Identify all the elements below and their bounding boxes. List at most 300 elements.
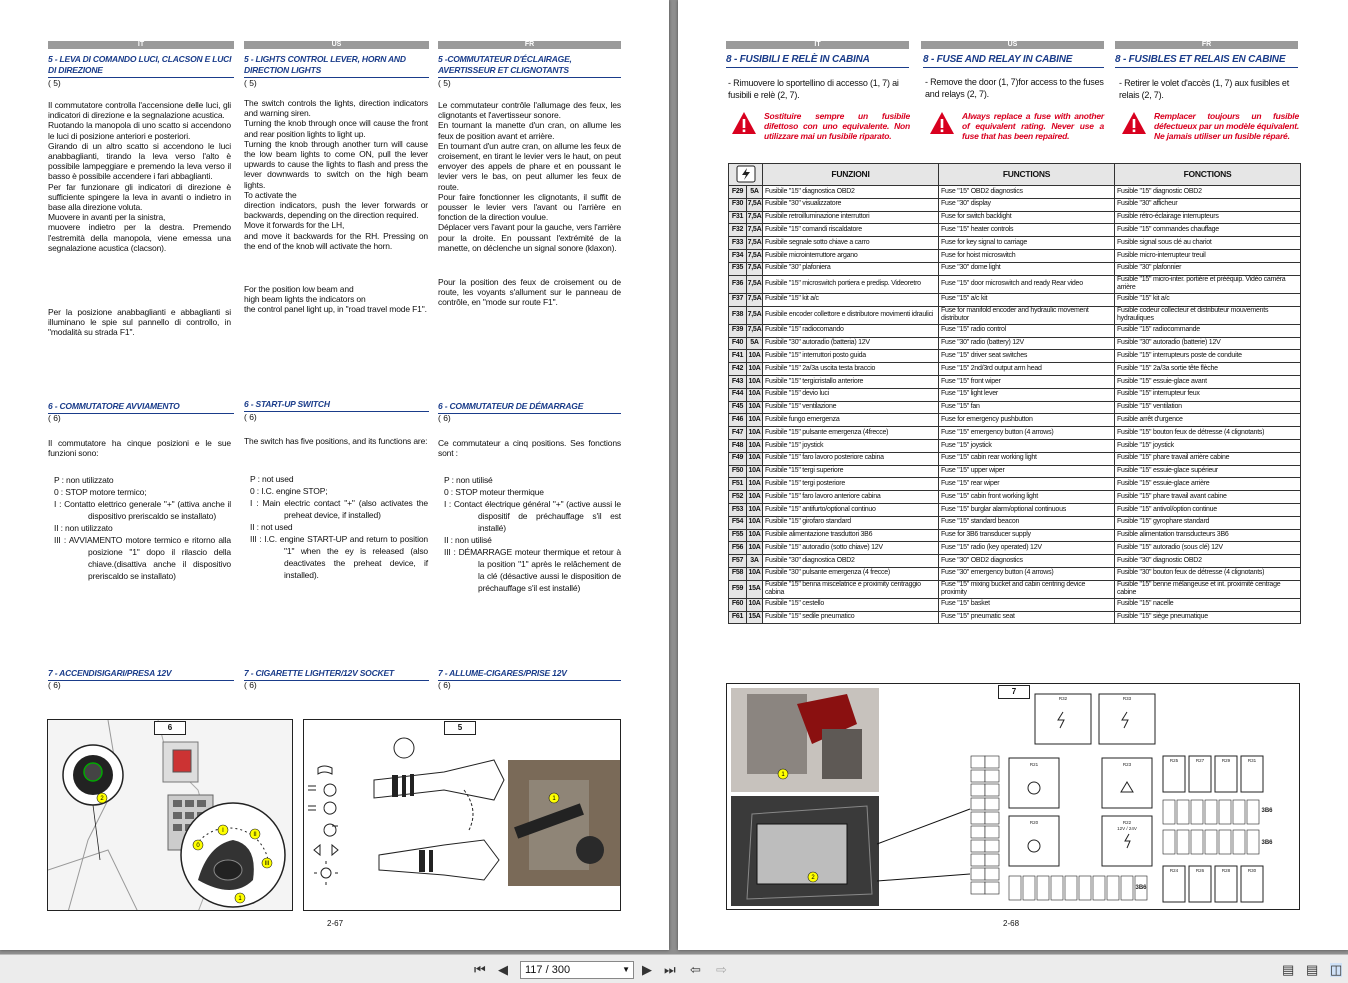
table-row	[729, 427, 1301, 440]
function-us: Fuse "15" driver seat switches	[939, 350, 1115, 363]
function-fr: Fusible rétro-éclairage interrupteurs	[1115, 211, 1301, 224]
function-it: Fusibile "15" ventilazione	[763, 401, 939, 414]
section-5-text2-us: For the position low beam and high beam lights the indicators on the control panel light up, in "road travel mode F1".	[244, 284, 427, 315]
fuse-rating: 7,5A	[747, 237, 763, 250]
warning-icon	[731, 111, 757, 135]
section-8-text-us: - Remove the door (1, 7)for access to the fuses and relays (2, 7).	[925, 77, 1104, 99]
table-row	[729, 363, 1301, 376]
fuse-rating: 3A	[747, 555, 763, 568]
fuse-rating: 10A	[747, 465, 763, 478]
fuse-column-header	[729, 164, 763, 186]
function-it: Fusibile "30" autoradio (batteria) 12V	[763, 337, 939, 350]
first-page-icon[interactable]: ⏮	[474, 962, 486, 977]
warning-text-us: Always replace a fuse with another of equivalent rating. Never use a fuse that has been repaired.	[962, 111, 1104, 141]
lang-bar-it: IT	[48, 41, 234, 49]
function-us: Fuse "15" front wiper	[939, 375, 1115, 388]
table-row	[729, 306, 1301, 324]
function-fr: Fusible "15" gyrophare standard	[1115, 516, 1301, 529]
list-item: I : Contact électrique général "+" (active aussi le dispositif de préchauffage s'il est installé)	[444, 499, 621, 533]
relay-label: R29	[1221, 758, 1231, 763]
fuse-rating: 7,5A	[747, 306, 763, 324]
fuse-rating: 7,5A	[747, 293, 763, 306]
function-fr: Fusible "15" essuie-glace arrière	[1115, 478, 1301, 491]
function-us: Fuse "15" fan	[939, 401, 1115, 414]
table-row	[729, 414, 1301, 427]
section-8-title-us: 8 - FUSE AND RELAY IN CABINE	[923, 53, 1104, 68]
table-row	[729, 198, 1301, 211]
fuse-rating: 5A	[747, 337, 763, 350]
function-fr: Fusible "15" essuie-glace supérieur	[1115, 465, 1301, 478]
table-row	[729, 293, 1301, 306]
fuse-id: F44	[729, 388, 747, 401]
fuse-id: F46	[729, 414, 747, 427]
function-fr: Fusible "15" joystick	[1115, 439, 1301, 452]
list-item: II : non utilizzato	[54, 523, 113, 533]
svg-text:I: I	[222, 828, 224, 834]
svg-text:2: 2	[100, 796, 104, 802]
continuous-view-icon[interactable]: ▤	[1306, 962, 1319, 977]
function-us: Fuse "15" rear wiper	[939, 478, 1115, 491]
table-row	[729, 237, 1301, 250]
fuse-rating: 10A	[747, 388, 763, 401]
table-row	[729, 542, 1301, 555]
lang-bar-us: US	[244, 41, 429, 49]
function-fr: Fusible arrêt d'urgence	[1115, 414, 1301, 427]
function-it: Fusibile fungo emergenza	[763, 414, 939, 427]
fuse-rating: 10A	[747, 350, 763, 363]
fuse-id: F40	[729, 337, 747, 350]
function-fr: Fusible signal sous clé au chariot	[1115, 237, 1301, 250]
table-row	[729, 275, 1301, 293]
fuse-id: F60	[729, 598, 747, 611]
fuse-rating: 7,5A	[747, 249, 763, 262]
function-us: Fuse "15" a/c kit	[939, 293, 1115, 306]
function-fr: Fusible micro-interrupteur treuil	[1115, 249, 1301, 262]
function-us: Fuse "15" mixing bucket and cabin centring device proximity	[939, 580, 1115, 598]
table-row	[729, 350, 1301, 363]
table-row	[729, 186, 1301, 199]
table-row	[729, 439, 1301, 452]
fuse-id: F50	[729, 465, 747, 478]
function-fr: Fusible "15" radiocommande	[1115, 324, 1301, 337]
function-it: Fusibile "30" pulsante emergenza (4 frecce)	[763, 567, 939, 580]
forward-view-icon[interactable]: ⇨	[716, 962, 727, 977]
table-row	[729, 249, 1301, 262]
fuse-rating: 7,5A	[747, 211, 763, 224]
fuse-rating: 10A	[747, 375, 763, 388]
svg-text:III: III	[264, 861, 270, 867]
function-us: Fuse "30" dome light	[939, 262, 1115, 275]
function-us: Fuse "15" burglar alarm/optional continuous	[939, 503, 1115, 516]
section-7-title-it: 7 - ACCENDISIGARI/PRESA 12V	[48, 668, 234, 681]
svg-text:1: 1	[238, 896, 242, 902]
fuse-id: F41	[729, 350, 747, 363]
function-it: Fusibile "15" autoradio (sotto chiave) 12V	[763, 542, 939, 555]
function-it: Fusibile "30" diagnostica OBD2	[763, 555, 939, 568]
section-5-text-it: Il commutatore controlla l'accensione delle luci, gli indicatori di direzione e la segnalazione acustica. Ruotando la manopola di uno scatto si accendono le luci di posizione anteriori e posteriori. Girando di un altro scatto si accendono le luci anabbaglianti, tirando la leva verso l'alto è possibile lampeggiare e premendo la leva verso il basso è possibile accendere i fari abbaglianti. Per far funzionare gli indicatori di direzione è sufficiente spingere la leva in avanti o indietro in base alla direzione voluta. Muovere in avanti per la sinistra, muovere indietro per la destra. Premendo l'estremità della manopola, viene emessa una segnalazione acustica (clacson).	[48, 100, 231, 253]
figure-ref: ( 6)	[48, 680, 61, 690]
fuse-id: F61	[729, 611, 747, 624]
section-5-title-fr: 5 -COMMUTATEUR D'ÉCLAIRAGE, AVERTISSEUR ET CLIGNOTANTS	[438, 54, 621, 78]
function-it: Fusibile microinterruttore argano	[763, 249, 939, 262]
table-row	[729, 478, 1301, 491]
function-it: Fusibile "15" diagnostica OBD2	[763, 186, 939, 199]
table-row	[729, 611, 1301, 624]
relay-label: R27	[1195, 758, 1205, 763]
function-it: Fusibile "15" tergicristallo anteriore	[763, 375, 939, 388]
fuse-rating: 10A	[747, 529, 763, 542]
function-it: Fusibile encoder collettore e distributore movimenti idraulici	[763, 306, 939, 324]
function-it: Fusibile "15" joystick	[763, 439, 939, 452]
svg-text:II: II	[253, 832, 257, 838]
function-it: Fusibile "30" plafoniera	[763, 262, 939, 275]
table-row	[729, 337, 1301, 350]
fuse-id: F53	[729, 503, 747, 516]
list-item: III : I.C. engine START-UP and return to position "1" when the ey is released (also deactivates the preheat device, if installed).	[250, 534, 428, 580]
single-page-view-icon[interactable]: ▤	[1282, 962, 1295, 977]
relay-label: R33	[1122, 696, 1132, 701]
list-item: II : non utilisé	[444, 535, 492, 545]
figure-number: 5	[444, 721, 476, 735]
list-item: II : not used	[250, 522, 293, 532]
list-item: 0 : I.C. engine STOP;	[250, 486, 328, 496]
fuse-id: F59	[729, 580, 747, 598]
table-row	[729, 452, 1301, 465]
figure-ref: ( 6)	[438, 680, 451, 690]
function-fr: Fusible "30" autoradio (batterie) 12V	[1115, 337, 1301, 350]
function-it: Fusibile "15" pulsante emergenza (4frecce)	[763, 427, 939, 440]
chevron-down-icon[interactable]: ▼	[622, 965, 630, 974]
function-us: Fuse "30" OBD2 diagnostics	[939, 555, 1115, 568]
svg-text:0: 0	[196, 843, 200, 849]
section-6-title-it: 6 - COMMUTATORE AVVIAMENTO	[48, 401, 234, 414]
list-item: I : Contatto elettrico generale "+" (attiva anche il dispositivo preriscaldo se installato)	[54, 499, 231, 521]
relay-label: R30	[1247, 868, 1257, 873]
next-page-icon[interactable]: ▶	[642, 962, 652, 977]
function-us: Fuse "30" display	[939, 198, 1115, 211]
fuse-id: F55	[729, 529, 747, 542]
fuse-id: F56	[729, 542, 747, 555]
table-row	[729, 598, 1301, 611]
section-8-title-fr: 8 - FUSIBLES ET RELAIS EN CABINE	[1115, 53, 1298, 68]
fuse-id: F34	[729, 249, 747, 262]
list-item: P : non utilizzato	[54, 475, 114, 485]
previous-page-icon[interactable]: ◀	[498, 962, 508, 977]
function-fr: Fusible "15" commandes chauffage	[1115, 224, 1301, 237]
fuse-rating: 10A	[747, 478, 763, 491]
table-header-row	[729, 164, 1301, 186]
svg-text:1: 1	[781, 772, 785, 778]
figure-ref: ( 6)	[244, 680, 257, 690]
function-it: Fusibile "15" tergi superiore	[763, 465, 939, 478]
function-us: Fuse "15" upper wiper	[939, 465, 1115, 478]
table-row	[729, 324, 1301, 337]
relay-label: R31	[1247, 758, 1257, 763]
transducer-label: 3B6	[1261, 808, 1273, 814]
function-fr: Fusible "15" essuie-glace avant	[1115, 375, 1301, 388]
function-fr: Fusible "15" phare travail avant cabine	[1115, 491, 1301, 504]
relay-label: R20	[1029, 820, 1039, 825]
figure-7-fuse-box	[726, 683, 1300, 910]
fuse-id: F48	[729, 439, 747, 452]
function-it: Fusibile "15" radiocomando	[763, 324, 939, 337]
fuse-rating: 15A	[747, 611, 763, 624]
table-row	[729, 580, 1301, 598]
function-it: Fusibile "15" faro lavoro anteriore cabina	[763, 491, 939, 504]
fuse-rating: 10A	[747, 503, 763, 516]
function-it: Fusibile "15" comandi riscaldatore	[763, 224, 939, 237]
function-it: Fusibile retroilluminazione interruttori	[763, 211, 939, 224]
function-it: Fusibile "15" devio luci	[763, 388, 939, 401]
function-fr: Fusible "15" nacelle	[1115, 598, 1301, 611]
ignition-switch-illustration	[48, 720, 293, 911]
function-fr: Fusible "15" antivol/option continue	[1115, 503, 1301, 516]
table-row	[729, 555, 1301, 568]
last-page-icon[interactable]: ⏭	[664, 962, 676, 977]
section-8-text-it: - Rimuovere lo sportellino di accesso (1, 7) ai fusibili e relè (2, 7).	[728, 78, 899, 100]
function-us: Fuse for emergency pushbutton	[939, 414, 1115, 427]
relay-voltage: 12V / 24V	[1117, 826, 1137, 831]
function-fr: Fusible "30" plafonnier	[1115, 262, 1301, 275]
relay-label: R22	[1122, 820, 1132, 825]
list-item: III : AVVIAMENTO motore termico e ritorno alla posizione "1" dopo il rilascio della chiave.(disattiva anche il dispositivo preriscaldo se installato)	[54, 535, 231, 581]
left-page	[0, 0, 669, 950]
fuse-box-illustration	[727, 684, 1300, 910]
fuse-id: F49	[729, 452, 747, 465]
two-page-view-icon[interactable]: ◫	[1330, 962, 1343, 977]
section-6-list-it	[54, 474, 231, 582]
function-fr: Fusible "30" diagnostic OBD2	[1115, 555, 1301, 568]
function-fr: Fusible "15" diagnostic OBD2	[1115, 186, 1301, 199]
fuse-id: F36	[729, 275, 747, 293]
figure-ref: ( 5)	[244, 78, 257, 88]
section-5-title-it: 5 - LEVA DI COMANDO LUCI, CLACSON E LUCI DI DIREZIONE	[48, 54, 234, 78]
function-it: Fusibile "15" kit a/c	[763, 293, 939, 306]
fuse-rating: 10A	[747, 401, 763, 414]
fuse-id: F51	[729, 478, 747, 491]
fuse-rating: 10A	[747, 439, 763, 452]
section-6-intro-us: The switch has five positions, and its functions are:	[244, 436, 428, 446]
function-it: Fusibile "15" benna miscelatrice e proximity centraggio cabina	[763, 580, 939, 598]
fuse-rating: 7,5A	[747, 275, 763, 293]
transducer-label: 3B6	[1135, 885, 1147, 891]
table-row	[729, 224, 1301, 237]
function-us: Fuse "15" standard beacon	[939, 516, 1115, 529]
function-fr: Fusible "15" kit a/c	[1115, 293, 1301, 306]
function-fr: Fusible "15" siège pneumatique	[1115, 611, 1301, 624]
function-it: Fusibile alimentazione trasduttori 3B6	[763, 529, 939, 542]
relay-label: R32	[1058, 696, 1068, 701]
fuse-rating: 10A	[747, 491, 763, 504]
function-it: Fusibile "15" tergi posteriore	[763, 478, 939, 491]
svg-text:2: 2	[811, 875, 815, 881]
section-6-title-us: 6 - START-UP SWITCH	[244, 399, 429, 412]
function-it: Fusibile "15" cestello	[763, 598, 939, 611]
fuse-id: F33	[729, 237, 747, 250]
section-6-list-us	[250, 473, 428, 581]
list-item: 0 : STOP motore termico;	[54, 487, 147, 497]
function-it: Fusibile "15" faro lavoro posteriore cabina	[763, 452, 939, 465]
fuse-rating: 15A	[747, 580, 763, 598]
fuse-id: F37	[729, 293, 747, 306]
function-fr: Fusible "15" benne mélangeuse et int. proximité centrage cabine	[1115, 580, 1301, 598]
section-5-text2-it: Per la posizione anabbaglianti e abbaglianti si illuminano le spie sul pannello di controllo, in "modalità su strada F1".	[48, 307, 231, 338]
page-number: 2-68	[1003, 919, 1020, 928]
relay-label: R26	[1195, 868, 1205, 873]
figure-ref: ( 6)	[244, 412, 257, 422]
section-6-intro-fr: Ce commutateur a cinq positions. Ses fonctions sont :	[438, 438, 621, 459]
fuse-id: F45	[729, 401, 747, 414]
svg-text:1: 1	[552, 796, 556, 802]
fuse-rating: 10A	[747, 542, 763, 555]
section-7-title-us: 7 - CIGARETTE LIGHTER/12V SOCKET	[244, 668, 429, 681]
table-row	[729, 211, 1301, 224]
function-us: Fuse "30" radio (battery) 12V	[939, 337, 1115, 350]
function-fr: Fusible "30" afficheur	[1115, 198, 1301, 211]
function-it: Fusibile "15" 2a/3a uscita testa braccio	[763, 363, 939, 376]
table-row	[729, 516, 1301, 529]
function-us: Fuse "15" emergency button (4 arrows)	[939, 427, 1115, 440]
page-number-value: 117 / 300	[525, 964, 571, 976]
fuse-id: F29	[729, 186, 747, 199]
function-it: Fusibile segnale sotto chiave a carro	[763, 237, 939, 250]
lights-lever-illustration	[304, 720, 621, 911]
section-6-list-fr	[444, 474, 621, 594]
function-us: Fuse "15" OBD2 diagnostics	[939, 186, 1115, 199]
function-us: Fuse "15" basket	[939, 598, 1115, 611]
fuse-id: F35	[729, 262, 747, 275]
fuse-id: F58	[729, 567, 747, 580]
table-row	[729, 388, 1301, 401]
list-item: P : not used	[250, 474, 294, 484]
fuse-rating: 10A	[747, 452, 763, 465]
function-fr: Fusible "15" phare travail arrière cabine	[1115, 452, 1301, 465]
page-number: 2-67	[327, 919, 344, 928]
fuse-id: F38	[729, 306, 747, 324]
function-us: Fuse "15" door microswitch and ready Rear video	[939, 275, 1115, 293]
figure-number: 7	[998, 685, 1030, 699]
function-us: Fuse "15" joystick	[939, 439, 1115, 452]
figure-5-lights-lever	[303, 719, 621, 911]
function-it: Fusibile "15" antifurto/optional continuo	[763, 503, 939, 516]
function-fr: Fusible codeur collecteur et distributeur mouvements hydrauliques	[1115, 306, 1301, 324]
function-us: Fuse "15" 2nd/3rd output arm head	[939, 363, 1115, 376]
relay-label: R25	[1169, 758, 1179, 763]
fuse-rating: 10A	[747, 567, 763, 580]
function-fr: Fusible alimentation transducteurs 3B6	[1115, 529, 1301, 542]
fuse-rating: 7,5A	[747, 224, 763, 237]
function-us: Fuse "15" light lever	[939, 388, 1115, 401]
table-row	[729, 401, 1301, 414]
fuse-table	[728, 163, 1301, 624]
warning-icon	[929, 111, 955, 135]
warning-icon	[1121, 111, 1147, 135]
function-us: Fuse for hoist microswitch	[939, 249, 1115, 262]
function-us: Fuse "15" radio control	[939, 324, 1115, 337]
function-it: Fusibile "15" microswitch portiera e predisp. Videoretro	[763, 275, 939, 293]
back-view-icon[interactable]: ⇦	[690, 962, 701, 977]
relay-label: R23	[1122, 762, 1132, 767]
table-row	[729, 567, 1301, 580]
fuse-id: F57	[729, 555, 747, 568]
section-6-intro-it: Il commutatore ha cinque posizioni e le sue funzioni sono:	[48, 438, 231, 459]
figure-ref: ( 5)	[48, 78, 61, 88]
function-fr: Fusible "15" bouton feux de détresse (4 clignotants)	[1115, 427, 1301, 440]
function-it: Fusibile "15" interruttori posto guida	[763, 350, 939, 363]
relay-label: R28	[1221, 868, 1231, 873]
relay-label: R24	[1169, 868, 1179, 873]
table-header-us: FUNCTIONS	[939, 164, 1115, 186]
section-5-text2-fr: Pour la position des feux de croisement ou de route, les voyants s'allument sur le panneau de contrôle, en "mode sur route F1".	[438, 277, 621, 308]
fuse-id: F42	[729, 363, 747, 376]
fuse-rating: 5A	[747, 186, 763, 199]
warning-text-it: Sostituire sempre un fusibile difettoso con uno equivalente. Non utilizzare mai un fusibile riparato.	[764, 111, 910, 141]
fuse-id: F32	[729, 224, 747, 237]
figure-ref: ( 6)	[48, 413, 61, 423]
function-us: Fuse "15" cabin rear working light	[939, 452, 1115, 465]
list-item: P : non utilisé	[444, 475, 493, 485]
table-row	[729, 375, 1301, 388]
figure-number: 6	[154, 721, 186, 735]
fuse-rating: 7,5A	[747, 262, 763, 275]
fuse-id: F54	[729, 516, 747, 529]
function-fr: Fusible "15" interrupteur feux	[1115, 388, 1301, 401]
lang-bar-us: US	[921, 41, 1104, 49]
fuse-id: F39	[729, 324, 747, 337]
function-us: Fuse "15" cabin front working light	[939, 491, 1115, 504]
function-fr: Fusible "15" 2a/3a sortie tête flèche	[1115, 363, 1301, 376]
list-item: 0 : STOP moteur thermique	[444, 487, 544, 497]
function-fr: Fusible "15" interrupteurs poste de conduite	[1115, 350, 1301, 363]
table-row	[729, 503, 1301, 516]
function-it: Fusibile "15" girofaro standard	[763, 516, 939, 529]
fuse-rating: 10A	[747, 414, 763, 427]
fuse-id: F31	[729, 211, 747, 224]
fuse-icon	[735, 165, 757, 183]
list-item: III : DÉMARRAGE moteur thermique et retour à la position "1" après le relâchement de la clé (désactive aussi le disposition de préchauffage s'il est installé)	[444, 547, 621, 593]
table-row	[729, 529, 1301, 542]
fuse-rating: 10A	[747, 598, 763, 611]
section-7-title-fr: 7 - ALLUME-CIGARES/PRISE 12V	[438, 668, 621, 681]
relay-label: R21	[1029, 762, 1039, 767]
section-5-title-us: 5 - LIGHTS CONTROL LEVER, HORN AND DIRECTION LIGHTS	[244, 54, 429, 78]
function-us: Fuse for switch backlight	[939, 211, 1115, 224]
table-row	[729, 491, 1301, 504]
function-it: Fusibile "15" sedile pneumatico	[763, 611, 939, 624]
table-header-it: FUNZIONI	[763, 164, 939, 186]
page-number-field[interactable]	[520, 961, 634, 979]
fuse-rating: 10A	[747, 516, 763, 529]
function-us: Fuse "15" pneumatic seat	[939, 611, 1115, 624]
section-6-title-fr: 6 - COMMUTATEUR DE DÉMARRAGE	[438, 401, 621, 414]
section-8-text-fr: - Retirer le volet d'accès (1, 7) aux fusibles et relais (2, 7).	[1119, 78, 1289, 100]
function-fr: Fusible "30" bouton feux de détresse (4 clignotants)	[1115, 567, 1301, 580]
fuse-id: F52	[729, 491, 747, 504]
lang-bar-fr: FR	[438, 41, 621, 49]
function-fr: Fusible "15" micro-inter. portière et prééquip. Vidéo caméra arrière	[1115, 275, 1301, 293]
fuse-id: F47	[729, 427, 747, 440]
fuse-rating: 10A	[747, 427, 763, 440]
lang-bar-fr: FR	[1115, 41, 1298, 49]
figure-6-ignition-switch	[47, 719, 293, 911]
fuse-rating: 7,5A	[747, 324, 763, 337]
warning-text-fr: Remplacer toujours un fusible défectueux par un modèle équivalent. Ne jamais utiliser un fusible réparé.	[1154, 111, 1299, 141]
fuse-rating: 10A	[747, 363, 763, 376]
fuse-rating: 7,5A	[747, 198, 763, 211]
table-row	[729, 465, 1301, 478]
function-us: Fuse "15" heater controls	[939, 224, 1115, 237]
figure-ref: ( 6)	[438, 413, 451, 423]
